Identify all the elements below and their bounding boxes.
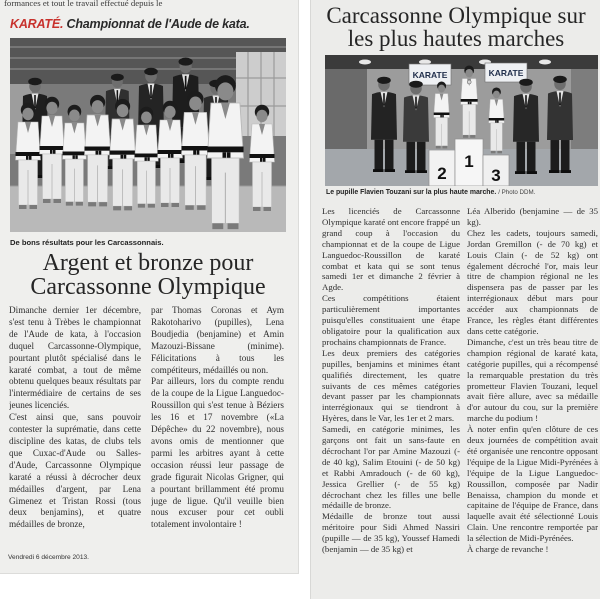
article-column-1 (9, 305, 141, 551)
back-wall-shadow (325, 69, 367, 149)
article-paragraph: Par ailleurs, lors du compte rendu de la coupe de la Ligue Languedoc-Roussillon qui s'est tenue à Béziers les 16 et 17 novembre («La Dépêche» du 22 novembre), nous avons omis de mentionner que parmi les arbitres ayant à cette occasion réussi leur passage de grade figurait Nicolas Grigner, qui a pourtant brillamment été promu juge de ligue. Qu'il veuille bien nous excuser pour cet oubli totalement involontaire ! (151, 376, 284, 530)
article-paragraph: Les deux premiers des catégories pupilles, benjamins et minimes étant qualifiés directement, les quatre suivants de ces mêmes catégories devant passer par les championnats interrégionaux qui se tiendront à Hyères, dans le Var, les 1er et 2 mars. (322, 347, 460, 424)
banner-text: KARATE (488, 68, 524, 78)
back-wall-shadow (571, 69, 598, 149)
article-column-2 (151, 305, 284, 551)
previous-article-fragment: formances et tout le travail effectué depuis le (4, 0, 163, 8)
kicker-title: Championnat de l'Aude de kata. (66, 17, 250, 31)
article-headline: Argent et bronze pour Carcassonne Olympique (30, 250, 266, 300)
photo-credit: / Photo DDM. (498, 189, 536, 196)
article-paragraph: À noter enfin qu'en clôture de ces deux journées de compétition avait été organisée une rencontre opposant l'équipe de la Ligue Midi-Pyrénées à l'équipe de la Ligue Languedoc-Roussillon, composée par Nadir Benaissa, champion du monde et capitaine de l'équipe de France, dans laquelle avait été sélectionné Louis Clain. Une rencontre remportée par la sélection de Midi-Pyrénées. (467, 424, 598, 544)
article-paragraph: Médaille de bronze tout aussi méritoire pour Sidi Ahmed Nassiri (pupille — de 35 kg), Youssef Hamedi (benjamin — de 35 kg) et (322, 511, 460, 555)
karate-banner-right (485, 63, 527, 82)
article-column-2 (467, 206, 598, 598)
photo-caption: De bons résultats pour les Carcassonnais. (10, 238, 164, 247)
article-paragraph: Ces compétitions étaient particulièrement importantes puisqu'elles constituaient une étape obligatoire pour la qualification aux prochains championnats de France. (322, 293, 460, 347)
right-newspaper-clipping (311, 0, 600, 599)
caption-text: Le pupille Flavien Touzani sur la plus haute marche. (326, 189, 497, 196)
section-kicker (10, 17, 250, 31)
podium-number: 1 (464, 152, 474, 171)
article-paragraph: Samedi, en catégorie minimes, les garçons ont fait un sans-faute en décrochant l'or par Amine Mazouzi (- de 40 kg), Salim Etouini (- de 50 kg) et Rabbi Amradouch (- de 60 kg), Jessica Grellier (- de 55 kg) décrochant chez les filles une belle médaille de bronze. (322, 424, 460, 511)
podium-number: 3 (491, 166, 501, 185)
article-paragraph: À charge de revanche ! (467, 544, 549, 555)
article-paragraph: Chez les cadets, toujours samedi, Jordan Gremillon (- de 70 kg) et Louis Clain (- de 52 kg) ont également décroché l'or, mais leur titre de champion régional ne les dispensera pas de passer par les interrégionaux début mars pour accéder aux championnats de France, les règles étant différentes dans cette catégorie. (467, 227, 598, 336)
article-paragraph: par Thomas Coronas et Aym Rakotoharivo (pupilles), Lena Boudjedia (benjamine) et Amin Mazouzi-Bissane (minime). Félicitations à tous les compétiteurs, médaillés ou non. (151, 305, 284, 375)
ceiling-light (539, 60, 551, 65)
article-paragraph: Les licenciés de Carcassonne Olympique karaté ont encore frappé un grand coup à l'occasion du championnat et de la coupe de Ligue Languedoc-Roussillon de karaté combat et kata qui se sont tenus samedi 1er et dimanche 2 février à Agde. (322, 206, 460, 293)
right-article-photo (325, 55, 598, 186)
article-paragraph: C'est ainsi que, sans pouvoir contester la suprématie, dans cette discipline des katas, de clubs tels que Cuxac-d'Aude ou Salles-d'Aude, Carcassonne Olympique karaté a réussi à décrocher deux médailles d'argent, par Lena Gimenez et Tristan Rossi (tous deux benjamins), et quatre médailles de bronze, (9, 412, 141, 530)
page-date-footer: Vendredi 6 décembre 2013. (8, 554, 90, 561)
article-headline: Carcassonne Olympique sur les plus hautes marches (326, 3, 586, 51)
article-column-1 (322, 206, 460, 598)
article-paragraph: Léa Alberido (benjamine — de 35 kg). (467, 206, 598, 227)
gold-medal (467, 80, 471, 84)
podium-number: 2 (437, 164, 447, 183)
article-paragraph: Dimanche, c'est un très beau titre de champion régional de karaté kata, catégorie pupilles, qui a récompensé la remarquable prestation du très prometteur Flavien Touzani, lequel avait fière allure, avec sa médaille d'or autour du cou, sur la première marche du podium ! (467, 336, 598, 424)
kicker-category: KARATÉ. (10, 17, 64, 31)
left-article-photo (10, 38, 286, 232)
left-newspaper-clipping (0, 0, 298, 573)
photo-caption (326, 189, 535, 196)
banner-text: KARATE (412, 70, 448, 80)
article-paragraph: Dimanche dernier 1er décembre, s'est tenu à Trèbes le championnat de l'Aude de kata, à l'occasion duquel Carcassonne-Olympique, pourtant plutôt spécialisé dans le karaté combat, a tout de même obtenu quelques beaux résultats par l'intermédiaire de certains de ses jeunes licenciés. (9, 305, 141, 411)
ceiling-light (359, 60, 371, 65)
